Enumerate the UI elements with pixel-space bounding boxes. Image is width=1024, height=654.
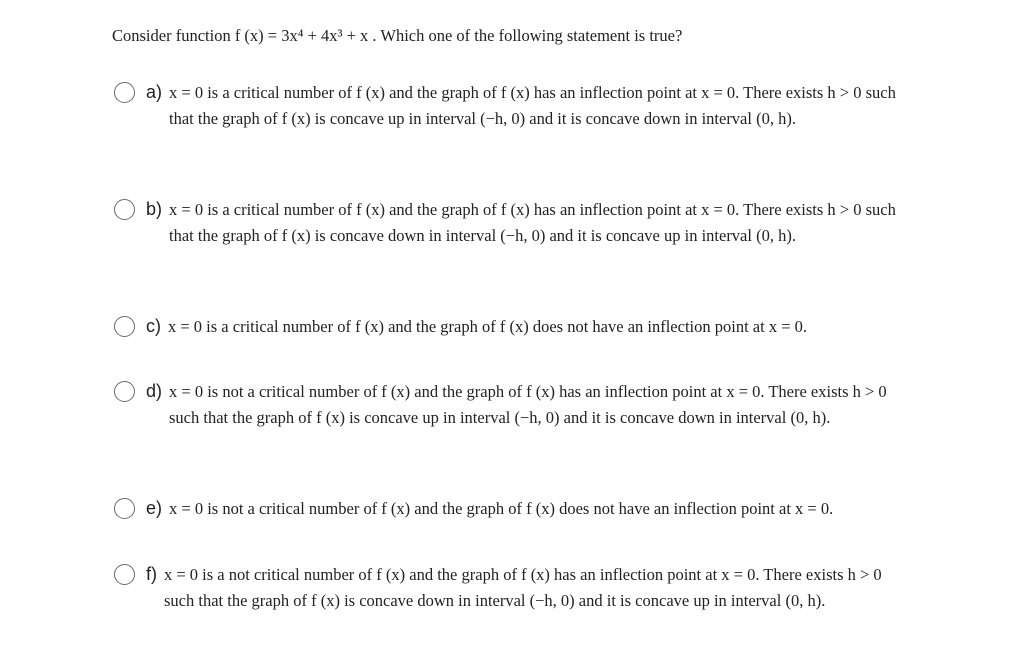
option-a-letter: a) — [146, 82, 163, 102]
option-c[interactable] — [114, 315, 914, 340]
option-d-letter: d) — [146, 381, 163, 401]
option-a-radio[interactable] — [114, 82, 135, 103]
question-text: Consider function f (x) = 3x⁴ + 4x³ + x . Which one of the following statement is true? — [112, 26, 683, 45]
option-f-radio[interactable] — [114, 564, 135, 585]
option-a[interactable] — [114, 81, 914, 131]
option-c-radio[interactable] — [114, 316, 135, 337]
option-f-letter: f) — [146, 564, 157, 584]
option-d[interactable] — [114, 380, 914, 430]
option-e-text: x = 0 is not a critical number of f (x) and the graph of f (x) does not have an inflection point at x = 0. — [169, 499, 834, 518]
option-b[interactable] — [114, 198, 914, 248]
option-b-radio[interactable] — [114, 199, 135, 220]
option-b-letter: b) — [146, 199, 163, 219]
option-e[interactable] — [114, 497, 914, 522]
option-e-radio[interactable] — [114, 498, 135, 519]
option-a-text: x = 0 is a critical number of f (x) and the graph of f (x) has an inflection point at x = 0. There exists h > 0 such that the graph of f (x) is concave up in interval (−h, 0) and it is concave down in interval (0, h). — [169, 83, 896, 128]
option-f-text: x = 0 is a not critical number of f (x) and the graph of f (x) has an inflection point at x = 0. There exists h > 0 such that the graph of f (x) is concave down in interval (−h, 0) and it is concave up in interval (0, h). — [164, 565, 882, 610]
option-e-letter: e) — [146, 498, 163, 518]
option-d-radio[interactable] — [114, 381, 135, 402]
option-d-text: x = 0 is not a critical number of f (x) and the graph of f (x) has an inflection point at x = 0. There exists h > 0 such that the graph of f (x) is concave up in interval (−h, 0) and it is concave down in interval (0, h). — [169, 382, 887, 427]
option-f[interactable] — [114, 563, 914, 613]
option-b-text: x = 0 is a critical number of f (x) and the graph of f (x) has an inflection point at x = 0. There exists h > 0 such that the graph of f (x) is concave down in interval (−h, 0) and it is concave up in interval (0, h). — [169, 200, 896, 245]
option-c-text: x = 0 is a critical number of f (x) and the graph of f (x) does not have an inflection point at x = 0. — [168, 317, 808, 336]
option-c-letter: c) — [146, 316, 161, 336]
